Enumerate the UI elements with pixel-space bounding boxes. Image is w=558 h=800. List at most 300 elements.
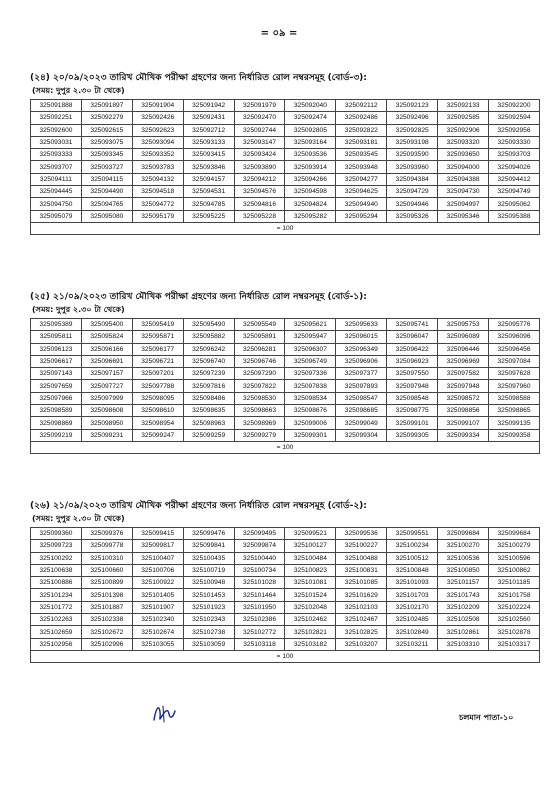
roll-cell: 325102659 xyxy=(31,626,82,638)
roll-cell: 325092251 xyxy=(31,112,82,124)
roll-cell: 325092822 xyxy=(336,124,387,136)
roll-cell: 325094026 xyxy=(489,161,540,173)
roll-cell: 325097550 xyxy=(387,368,438,380)
roll-cell: 325097893 xyxy=(336,380,387,392)
table-row xyxy=(31,100,540,112)
roll-cell: 325101772 xyxy=(31,601,82,613)
roll-cell: 325097948 xyxy=(438,380,489,392)
roll-cell: 325094750 xyxy=(31,198,82,210)
roll-cell: 325103211 xyxy=(387,638,438,650)
roll-cell: 325092496 xyxy=(387,112,438,124)
roll-cell: 325096089 xyxy=(438,331,489,343)
roll-cell: 325096177 xyxy=(132,343,183,355)
total-count: = 100 xyxy=(31,441,540,453)
roll-cell: 325093650 xyxy=(438,149,489,161)
roll-cell: 325100862 xyxy=(489,564,540,576)
roll-cell: 325093352 xyxy=(132,149,183,161)
roll-cell: 325092486 xyxy=(336,112,387,124)
roll-cell: 325099376 xyxy=(81,528,132,540)
roll-cell: 325102508 xyxy=(438,614,489,626)
roll-cell: 325101464 xyxy=(234,589,285,601)
roll-cell: 325096242 xyxy=(183,343,234,355)
roll-cell: 325103207 xyxy=(336,638,387,650)
section-title: (২৫) ২১/০৯/২০২৩ তারিখ মৌখিক পরীক্ষা গ্রহণের জন্য নির্ধারিত রোল নম্বরসমূহ (বোর্ড-১): xyxy=(30,292,367,302)
roll-cell: 325095871 xyxy=(132,331,183,343)
roll-cell: 325100899 xyxy=(81,577,132,589)
roll-cell: 325097239 xyxy=(183,368,234,380)
roll-cell: 325103317 xyxy=(489,638,540,650)
roll-cell: 325094940 xyxy=(336,198,387,210)
roll-cell: 325098635 xyxy=(183,405,234,417)
roll-cell: 325092040 xyxy=(285,100,336,112)
roll-cell: 325100719 xyxy=(183,564,234,576)
total-row xyxy=(31,650,540,662)
roll-cell: 325097143 xyxy=(31,368,82,380)
roll-cell: 325093164 xyxy=(285,136,336,148)
roll-cell: 325096740 xyxy=(183,355,234,367)
roll-cell: 325097201 xyxy=(132,368,183,380)
roll-cell: 325101453 xyxy=(183,589,234,601)
table-row xyxy=(31,210,540,222)
roll-cell: 325099415 xyxy=(132,528,183,540)
roll-cell: 325101907 xyxy=(132,601,183,613)
roll-cell: 325093147 xyxy=(234,136,285,148)
roll-cell: 325102485 xyxy=(387,614,438,626)
roll-cell: 325092594 xyxy=(489,112,540,124)
roll-cell: 325100638 xyxy=(31,564,82,576)
roll-cell: 325095079 xyxy=(31,210,82,222)
roll-cell: 325102170 xyxy=(387,601,438,613)
roll-cell: 325095753 xyxy=(438,319,489,331)
roll-cell: 325095400 xyxy=(81,319,132,331)
roll-cell: 325100407 xyxy=(132,552,183,564)
roll-cell: 325097822 xyxy=(234,380,285,392)
roll-cell: 325101758 xyxy=(489,589,540,601)
table-row xyxy=(31,380,540,392)
roll-cell: 325092123 xyxy=(387,100,438,112)
roll-cell: 325102772 xyxy=(234,626,285,638)
roll-cell: 325094384 xyxy=(387,173,438,185)
roll-cell: 325102048 xyxy=(285,601,336,613)
roll-cell: 325096446 xyxy=(438,343,489,355)
roll-cell: 325097290 xyxy=(234,368,285,380)
roll-cell: 325095490 xyxy=(183,319,234,331)
roll-cell: 325102224 xyxy=(489,601,540,613)
roll-cell: 325100227 xyxy=(336,540,387,552)
roll-cell: 325102956 xyxy=(31,638,82,650)
roll-cell: 325094765 xyxy=(81,198,132,210)
roll-section-24 xyxy=(30,72,540,235)
roll-cell: 325096906 xyxy=(336,355,387,367)
roll-cell: 325097948 xyxy=(387,380,438,392)
roll-cell: 325100440 xyxy=(234,552,285,564)
roll-cell: 325099723 xyxy=(31,540,82,552)
roll-cell: 325093846 xyxy=(183,161,234,173)
roll-cell: 325095741 xyxy=(387,319,438,331)
roll-cell: 325094388 xyxy=(438,173,489,185)
roll-cell: 325093424 xyxy=(234,149,285,161)
roll-cell: 325096349 xyxy=(336,343,387,355)
roll-cell: 325094000 xyxy=(438,161,489,173)
section-time: (সময়: দুপুর ২.৩০ টা থেকে) xyxy=(32,514,125,523)
roll-cell: 325096015 xyxy=(336,331,387,343)
roll-cell: 325093198 xyxy=(387,136,438,148)
roll-cell: 325098589 xyxy=(31,405,82,417)
roll-cell: 325094816 xyxy=(234,198,285,210)
roll-cell: 325093330 xyxy=(489,136,540,148)
roll-cell: 325102849 xyxy=(387,626,438,638)
roll-cell: 325096422 xyxy=(387,343,438,355)
roll-cell: 325101085 xyxy=(336,577,387,589)
roll-cell: 325093727 xyxy=(81,161,132,173)
roll-cell: 325100823 xyxy=(285,564,336,576)
roll-cell: 325096166 xyxy=(81,343,132,355)
table-row xyxy=(31,319,540,331)
roll-cell: 325095633 xyxy=(336,319,387,331)
roll-cell: 325103118 xyxy=(234,638,285,650)
roll-cell: 325098547 xyxy=(336,392,387,404)
roll-cell: 325099358 xyxy=(489,429,540,441)
roll-cell: 325098676 xyxy=(285,405,336,417)
roll-cell: 325098548 xyxy=(387,392,438,404)
table-row xyxy=(31,392,540,404)
roll-cell: 325102560 xyxy=(489,614,540,626)
table-row xyxy=(31,124,540,136)
roll-cell: 325094625 xyxy=(336,186,387,198)
roll-cell: 325092585 xyxy=(438,112,489,124)
table-row xyxy=(31,614,540,626)
roll-cell: 325098865 xyxy=(489,405,540,417)
roll-cell: 325091979 xyxy=(234,100,285,112)
roll-cell: 325101028 xyxy=(234,577,285,589)
roll-cell: 325092279 xyxy=(81,112,132,124)
table-row xyxy=(31,355,540,367)
roll-cell: 325096923 xyxy=(387,355,438,367)
roll-cell: 325100270 xyxy=(438,540,489,552)
roll-cell: 325102878 xyxy=(489,626,540,638)
table-row xyxy=(31,601,540,613)
roll-cell: 325097336 xyxy=(285,368,336,380)
roll-cell: 325101923 xyxy=(183,601,234,613)
roll-cell: 325099279 xyxy=(234,429,285,441)
roll-cell: 325096749 xyxy=(285,355,336,367)
roll-cell: 325097966 xyxy=(31,392,82,404)
roll-cell: 325093948 xyxy=(336,161,387,173)
roll-cell: 325094212 xyxy=(234,173,285,185)
roll-cell: 325099551 xyxy=(387,528,438,540)
roll-cell: 325093590 xyxy=(387,149,438,161)
roll-cell: 325092712 xyxy=(183,124,234,136)
roll-cell: 325093415 xyxy=(183,149,234,161)
roll-cell: 325094729 xyxy=(387,186,438,198)
roll-cell: 325092906 xyxy=(438,124,489,136)
roll-cell: 325102861 xyxy=(438,626,489,638)
roll-table xyxy=(30,527,540,663)
roll-cell: 325103059 xyxy=(183,638,234,650)
roll-cell: 325099684 xyxy=(438,528,489,540)
roll-cell: 325099006 xyxy=(285,417,336,429)
roll-section-25 xyxy=(30,291,540,454)
roll-cell: 325100310 xyxy=(81,552,132,564)
roll-cell: 325094531 xyxy=(183,186,234,198)
roll-cell: 325095179 xyxy=(132,210,183,222)
roll-cell: 325095294 xyxy=(336,210,387,222)
roll-cell: 325096691 xyxy=(81,355,132,367)
roll-cell: 325095062 xyxy=(489,198,540,210)
roll-cell: 325100734 xyxy=(234,564,285,576)
roll-cell: 325102821 xyxy=(285,626,336,638)
roll-cell: 325093133 xyxy=(183,136,234,148)
roll-cell: 325096123 xyxy=(31,343,82,355)
roll-cell: 325092426 xyxy=(132,112,183,124)
roll-cell: 325099301 xyxy=(285,429,336,441)
roll-cell: 325100660 xyxy=(81,564,132,576)
table-row xyxy=(31,540,540,552)
roll-cell: 325093960 xyxy=(387,161,438,173)
roll-cell: 325092744 xyxy=(234,124,285,136)
roll-cell: 325097157 xyxy=(81,368,132,380)
roll-cell: 325102996 xyxy=(81,638,132,650)
roll-cell: 325102103 xyxy=(336,601,387,613)
roll-cell: 325097084 xyxy=(489,355,540,367)
roll-cell: 325095811 xyxy=(31,331,82,343)
roll-cell: 325093075 xyxy=(81,136,132,148)
table-row xyxy=(31,136,540,148)
roll-cell: 325098610 xyxy=(132,405,183,417)
continuation-note: চলমান পাতা-১০ xyxy=(459,713,514,722)
table-row xyxy=(31,343,540,355)
roll-cell: 325094824 xyxy=(285,198,336,210)
table-row xyxy=(31,112,540,124)
roll-cell: 325092133 xyxy=(438,100,489,112)
roll-cell: 325093707 xyxy=(31,161,82,173)
roll-cell: 325098588 xyxy=(489,392,540,404)
roll-cell: 325094412 xyxy=(489,173,540,185)
roll-cell: 325094132 xyxy=(132,173,183,185)
roll-cell: 325095225 xyxy=(183,210,234,222)
roll-cell: 325099841 xyxy=(183,540,234,552)
roll-cell: 325095621 xyxy=(285,319,336,331)
roll-cell: 325097838 xyxy=(285,380,336,392)
roll-cell: 325092431 xyxy=(183,112,234,124)
roll-cell: 325093031 xyxy=(31,136,82,148)
roll-cell: 325094266 xyxy=(285,173,336,185)
roll-cell: 325099247 xyxy=(132,429,183,441)
roll-cell: 325098775 xyxy=(387,405,438,417)
roll-cell: 325094946 xyxy=(387,198,438,210)
table-row xyxy=(31,577,540,589)
roll-cell: 325097659 xyxy=(31,380,82,392)
roll-cell: 325102672 xyxy=(81,626,132,638)
roll-cell: 325097960 xyxy=(489,380,540,392)
roll-cell: 325097788 xyxy=(132,380,183,392)
roll-cell: 325100484 xyxy=(285,552,336,564)
roll-cell: 325094749 xyxy=(489,186,540,198)
table-row xyxy=(31,638,540,650)
roll-cell: 325094518 xyxy=(132,186,183,198)
roll-cell: 325096617 xyxy=(31,355,82,367)
roll-cell: 325094111 xyxy=(31,173,82,185)
roll-cell: 325099101 xyxy=(387,417,438,429)
roll-cell: 325101185 xyxy=(489,577,540,589)
roll-cell: 325100127 xyxy=(285,540,336,552)
table-row xyxy=(31,589,540,601)
roll-cell: 325095228 xyxy=(234,210,285,222)
roll-cell: 325099219 xyxy=(31,429,82,441)
roll-cell: 325098572 xyxy=(438,392,489,404)
roll-cell: 325093783 xyxy=(132,161,183,173)
roll-cell: 325101703 xyxy=(387,589,438,601)
roll-cell: 325093181 xyxy=(336,136,387,148)
roll-cell: 325098950 xyxy=(81,417,132,429)
roll-cell: 325101887 xyxy=(81,601,132,613)
roll-cell: 325102209 xyxy=(438,601,489,613)
roll-cell: 325101629 xyxy=(336,589,387,601)
roll-cell: 325099495 xyxy=(234,528,285,540)
roll-cell: 325095891 xyxy=(234,331,285,343)
roll-cell: 325095346 xyxy=(438,210,489,222)
roll-cell: 325091888 xyxy=(31,100,82,112)
roll-cell: 325094730 xyxy=(438,186,489,198)
roll-cell: 325092600 xyxy=(31,124,82,136)
roll-cell: 325095947 xyxy=(285,331,336,343)
roll-cell: 325099521 xyxy=(285,528,336,540)
roll-cell: 325097816 xyxy=(183,380,234,392)
roll-cell: 325102738 xyxy=(183,626,234,638)
roll-cell: 325102467 xyxy=(336,614,387,626)
roll-cell: 325093094 xyxy=(132,136,183,148)
roll-cell: 325099107 xyxy=(438,417,489,429)
roll-cell: 325098486 xyxy=(183,392,234,404)
roll-cell: 325103310 xyxy=(438,638,489,650)
roll-cell: 325096969 xyxy=(438,355,489,367)
signature xyxy=(150,702,180,724)
roll-cell: 325097377 xyxy=(336,368,387,380)
roll-cell: 325094115 xyxy=(81,173,132,185)
table-row xyxy=(31,161,540,173)
roll-cell: 325103055 xyxy=(132,638,183,650)
roll-cell: 325100536 xyxy=(438,552,489,564)
roll-cell: 325099231 xyxy=(81,429,132,441)
roll-cell: 325093914 xyxy=(285,161,336,173)
roll-cell: 325093703 xyxy=(489,149,540,161)
roll-cell: 325099476 xyxy=(183,528,234,540)
table-row xyxy=(31,405,540,417)
table-row xyxy=(31,552,540,564)
roll-cell: 325092470 xyxy=(234,112,285,124)
roll-cell: 325101398 xyxy=(81,589,132,601)
roll-cell: 325099334 xyxy=(438,429,489,441)
roll-cell: 325095282 xyxy=(285,210,336,222)
roll-cell: 325095882 xyxy=(183,331,234,343)
roll-cell: 325100948 xyxy=(183,577,234,589)
roll-cell: 325100706 xyxy=(132,564,183,576)
table-row xyxy=(31,198,540,210)
roll-cell: 325102674 xyxy=(132,626,183,638)
section-time: (সময়: দুপুর ২.৩০ টা থেকে) xyxy=(32,86,125,95)
roll-cell: 325092956 xyxy=(489,124,540,136)
roll-cell: 325099536 xyxy=(336,528,387,540)
roll-cell: 325094772 xyxy=(132,198,183,210)
roll-cell: 325098663 xyxy=(234,405,285,417)
section-title: (২৪) ২০/০৯/২০২৩ তারিখ মৌখিক পরীক্ষা গ্রহণের জন্য নির্ধারিত রোল নম্বরসমূহ (বোর্ড-৩): xyxy=(30,73,367,83)
table-row xyxy=(31,186,540,198)
roll-cell: 325095388 xyxy=(489,210,540,222)
roll-cell: 325100922 xyxy=(132,577,183,589)
roll-cell: 325102825 xyxy=(336,626,387,638)
roll-cell: 325093545 xyxy=(336,149,387,161)
roll-cell: 325092623 xyxy=(132,124,183,136)
roll-cell: 325100488 xyxy=(336,552,387,564)
roll-cell: 325096047 xyxy=(387,331,438,343)
table-row xyxy=(31,173,540,185)
roll-cell: 325091904 xyxy=(132,100,183,112)
table-row xyxy=(31,368,540,380)
total-row xyxy=(31,441,540,453)
roll-section-26 xyxy=(30,500,540,663)
roll-cell: 325101524 xyxy=(285,589,336,601)
roll-cell: 325097628 xyxy=(489,368,540,380)
roll-cell: 325096281 xyxy=(234,343,285,355)
roll-cell: 325098095 xyxy=(132,392,183,404)
roll-cell: 325098963 xyxy=(183,417,234,429)
roll-table xyxy=(30,99,540,235)
roll-cell: 325100848 xyxy=(387,564,438,576)
roll-cell: 325094490 xyxy=(81,186,132,198)
roll-cell: 325098869 xyxy=(31,417,82,429)
roll-cell: 325092615 xyxy=(81,124,132,136)
table-row xyxy=(31,417,540,429)
roll-cell: 325091942 xyxy=(183,100,234,112)
roll-cell: 325095389 xyxy=(31,319,82,331)
roll-cell: 325094576 xyxy=(234,186,285,198)
roll-cell: 325101081 xyxy=(285,577,336,589)
roll-cell: 325095326 xyxy=(387,210,438,222)
roll-cell: 325092112 xyxy=(336,100,387,112)
roll-cell: 325099049 xyxy=(336,417,387,429)
roll-cell: 325102343 xyxy=(183,614,234,626)
roll-cell: 325096096 xyxy=(489,331,540,343)
total-row xyxy=(31,222,540,234)
roll-cell: 325101234 xyxy=(31,589,82,601)
roll-cell: 325099874 xyxy=(234,540,285,552)
roll-cell: 325101157 xyxy=(438,577,489,589)
table-row xyxy=(31,626,540,638)
roll-cell: 325096456 xyxy=(489,343,540,355)
roll-cell: 325102386 xyxy=(234,614,285,626)
roll-cell: 325095080 xyxy=(81,210,132,222)
roll-cell: 325098969 xyxy=(234,417,285,429)
roll-cell: 325098954 xyxy=(132,417,183,429)
roll-cell: 325102338 xyxy=(81,614,132,626)
table-row xyxy=(31,429,540,441)
roll-cell: 325101743 xyxy=(438,589,489,601)
roll-cell: 325099135 xyxy=(489,417,540,429)
roll-cell: 325096746 xyxy=(234,355,285,367)
roll-cell: 325100435 xyxy=(183,552,234,564)
roll-cell: 325100850 xyxy=(438,564,489,576)
roll-cell: 325099259 xyxy=(183,429,234,441)
roll-cell: 325096721 xyxy=(132,355,183,367)
roll-cell: 325098534 xyxy=(285,392,336,404)
roll-cell: 325099778 xyxy=(81,540,132,552)
roll-cell: 325099684 xyxy=(489,528,540,540)
roll-cell: 325096307 xyxy=(285,343,336,355)
roll-cell: 325100886 xyxy=(31,577,82,589)
roll-cell: 325094277 xyxy=(336,173,387,185)
roll-cell: 325102462 xyxy=(285,614,336,626)
roll-cell: 325093890 xyxy=(234,161,285,173)
